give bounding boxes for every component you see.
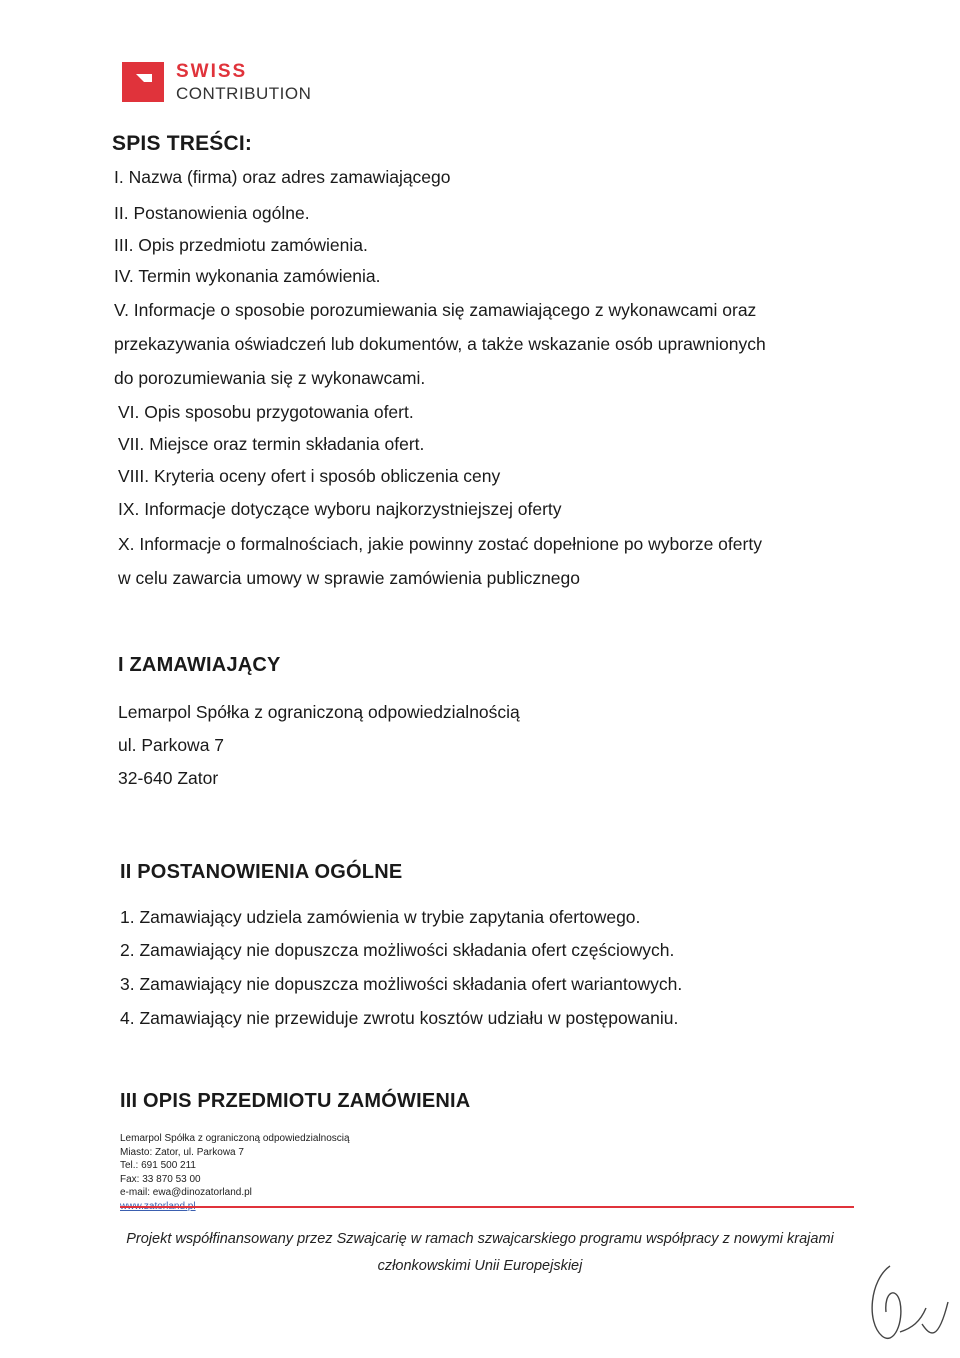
- logo-brand: SWISS: [176, 61, 248, 82]
- company-name: Lemarpol Spółka z ograniczoną odpowiedzialnością: [118, 702, 520, 722]
- toc-item: III. Opis przedmiotu zamówienia.: [114, 235, 368, 255]
- section-title-opis-przedmiotu: III OPIS PRZEDMIOTU ZAMÓWIENIA: [120, 1090, 471, 1112]
- footer-fax: Fax: 33 870 53 00: [120, 1173, 201, 1185]
- toc-item: IV. Termin wykonania zamówienia.: [114, 266, 381, 286]
- toc-item: przekazywania oświadczeń lub dokumentów, a także wskazanie osób uprawnionych: [114, 334, 766, 354]
- toc-item: w celu zawarcia umowy w sprawie zamówienia publicznego: [118, 568, 581, 588]
- handwritten-signature: [860, 1262, 952, 1348]
- footer-city: Miasto: Zator, ul. Parkowa 7: [120, 1146, 244, 1158]
- footer-company: Lemarpol Spółka z ograniczoną odpowiedzialnoscią: [120, 1133, 350, 1144]
- section-title-postanowienia: II POSTANOWIENIA OGÓLNE: [120, 861, 403, 883]
- toc-item: V. Informacje o sposobie porozumiewania się zamawiającego z wykonawcami oraz: [114, 300, 757, 320]
- swiss-contribution-logo: [122, 62, 311, 102]
- footer-contact: [120, 1132, 350, 1214]
- toc-item: II. Postanowienia ogólne.: [114, 203, 310, 223]
- toc-item: VI. Opis sposobu przygotowania ofert.: [118, 402, 414, 422]
- footer-tel: Tel.: 691 500 211: [120, 1160, 196, 1172]
- toc-item: IX. Informacje dotyczące wyboru najkorzystniejszej oferty: [118, 499, 562, 519]
- logo-subtitle: CONTRIBUTION: [176, 84, 312, 103]
- company-city: 32-640 Zator: [118, 768, 219, 788]
- toc-title: SPIS TREŚCI:: [112, 132, 253, 155]
- footer-divider: [120, 1206, 854, 1208]
- toc-item: I. Nazwa (firma) oraz adres zamawiającego: [114, 167, 451, 187]
- project-note-line2: członkowskimi Unii Europejskiej: [377, 1258, 583, 1274]
- list-item: 2. Zamawiający nie dopuszcza możliwości składania ofert częściowych.: [120, 940, 675, 960]
- toc-item: X. Informacje o formalnościach, jakie powinny zostać dopełnione po wyborze oferty: [118, 534, 762, 554]
- list-item: 3. Zamawiający nie dopuszcza możliwości składania ofert wariantowych.: [120, 974, 683, 994]
- toc-item: do porozumiewania się z wykonawcami.: [114, 368, 426, 388]
- project-note-line1: Projekt współfinansowany przez Szwajcarię w ramach szwajcarskiego programu współpracy z nowymi krajami: [126, 1231, 834, 1247]
- toc-item: VIII. Kryteria oceny ofert i sposób obliczenia ceny: [118, 466, 501, 486]
- toc-item: VII. Miejsce oraz termin składania ofert.: [118, 434, 425, 454]
- swiss-logo-icon: [122, 62, 164, 102]
- footer-email: e-mail: ewa@dinozatorland.pl: [120, 1187, 252, 1199]
- list-item: 1. Zamawiający udziela zamówienia w trybie zapytania ofertowego.: [120, 907, 641, 927]
- company-street: ul. Parkowa 7: [118, 735, 225, 755]
- list-item: 4. Zamawiający nie przewiduje zwrotu kosztów udziału w postępowaniu.: [120, 1008, 679, 1028]
- section-title-zamawiajacy: I ZAMAWIAJĄCY: [118, 654, 281, 676]
